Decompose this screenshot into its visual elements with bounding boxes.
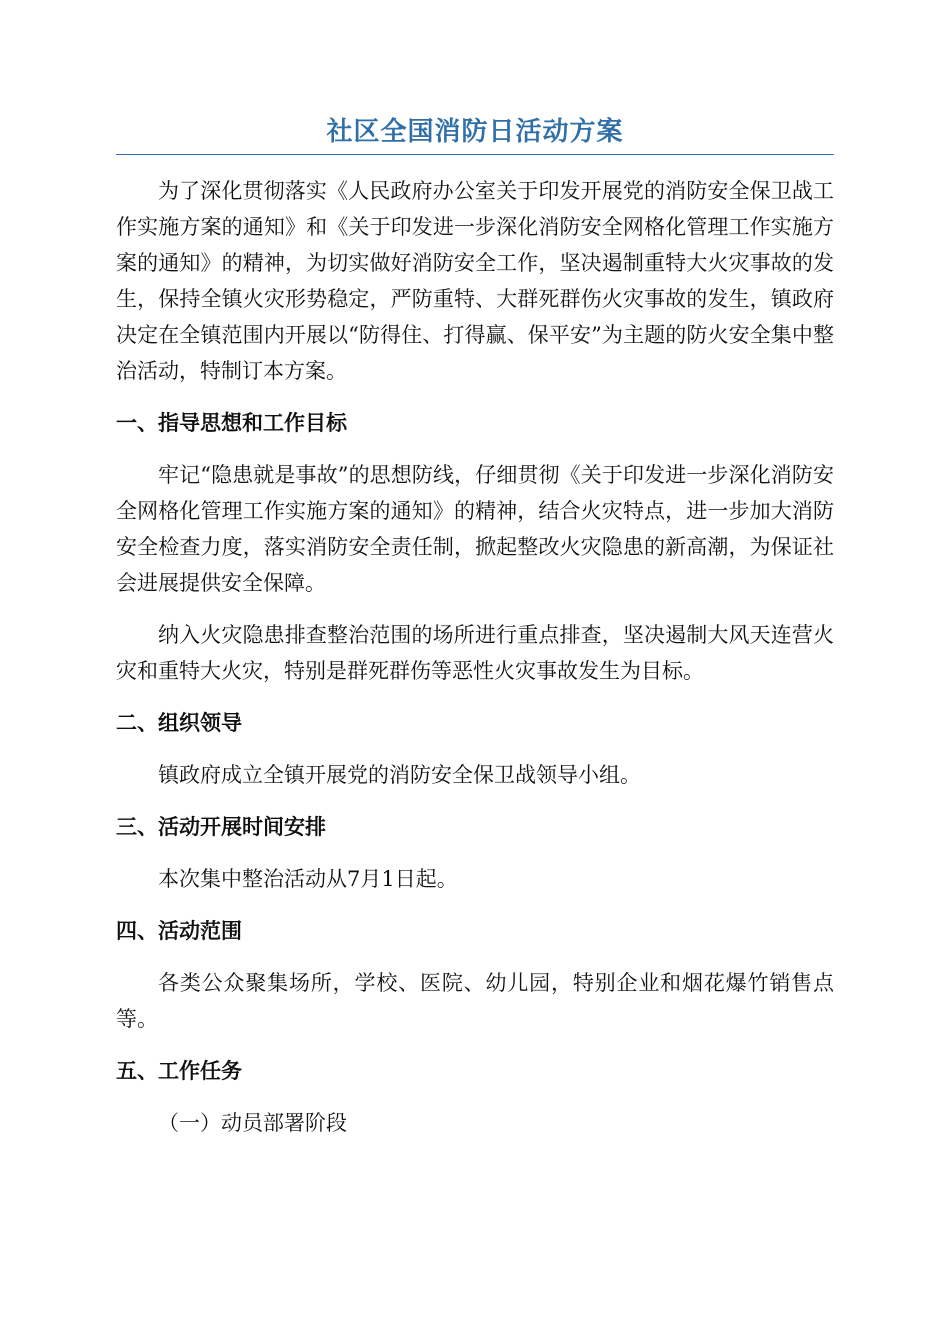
section-heading-1: 一、指导思想和工作目标 — [116, 411, 347, 435]
section-heading-3: 三、活动开展时间安排 — [116, 815, 326, 839]
section-heading-4: 四、活动范围 — [116, 919, 242, 943]
section-2-paragraph-1: 镇政府成立全镇开展党的消防安全保卫战领导小组。 — [158, 763, 641, 787]
document-page — [116, 112, 834, 1141]
section-heading-2: 二、组织领导 — [116, 711, 242, 735]
section-3-paragraph-1: 本次集中整治活动从7月1日起。 — [158, 867, 458, 891]
intro-paragraph: 为了深化贯彻落实《人民政府办公室关于印发开展党的消防安全保卫战工作实施方案的通知》和《关于印发进一步深化消防安全网格化管理工作实施方案的通知》的精神，为切实做好消防安全工作，坚决遏制重特大火灾事故的发生，保持全镇火灾形势稳定，严防重特、大群死群伤火灾事故的发生，镇政府决定在全镇范围内开展以“防得住、打得赢、保平安”为主题的防火安全集中整治活动，特制订本方案。 — [116, 179, 834, 383]
document-title: 社区全国消防日活动方案 — [326, 117, 624, 147]
section-heading-5: 五、工作任务 — [116, 1059, 242, 1083]
title-underline — [116, 154, 834, 155]
subsection-heading: （一）动员部署阶段 — [158, 1111, 347, 1135]
section-4-paragraph-1: 各类公众聚集场所，学校、医院、幼儿园，特别企业和烟花爆竹销售点等。 — [116, 971, 834, 1031]
section-1-paragraph-2: 纳入火灾隐患排查整治范围的场所进行重点排查，坚决遏制大风天连营火灾和重特大火灾，特别是群死群伤等恶性火灾事故发生为目标。 — [116, 623, 834, 683]
section-1-paragraph-1: 牢记“隐患就是事故”的思想防线，仔细贯彻《关于印发进一步深化消防安全网格化管理工作实施方案的通知》的精神，结合火灾特点，进一步加大消防安全检查力度，落实消防安全责任制，掀起整改火灾隐患的新高潮，为保证社会进展提供安全保障。 — [116, 463, 834, 595]
